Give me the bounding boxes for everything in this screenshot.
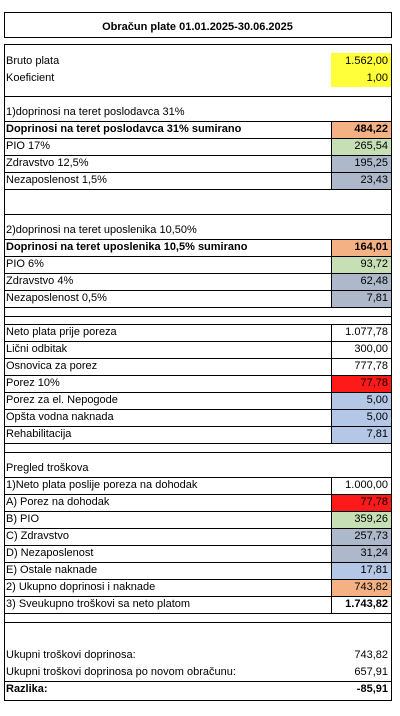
disaster-tax-row[interactable] — [4, 392, 391, 409]
section2-item-label: Nezaposlenost 0,5% — [6, 292, 107, 304]
section2-total-row[interactable] — [4, 239, 391, 256]
cost-label: B) PIO — [6, 513, 40, 525]
section3-value[interactable]: 5,00 — [331, 392, 391, 409]
summary-value[interactable]: -85,91 — [356, 683, 388, 695]
gross-salary-label: Bruto plata — [6, 55, 60, 67]
summary-value[interactable]: 743,82 — [354, 649, 388, 661]
cost-label: 1)Neto plata poslije poreza na dohodak — [6, 479, 198, 491]
section3-value[interactable]: 1.077,78 — [345, 326, 388, 338]
section3-value[interactable]: 300,00 — [354, 343, 388, 355]
section4-heading-row — [4, 460, 391, 477]
section2-item-label: Zdravstvo 4% — [6, 275, 74, 287]
section1-total-label: Doprinosi na teret poslodavca 31% sumirano — [6, 123, 242, 135]
cost-label: 3) Sveukupno troškovi sa neto platom — [6, 598, 191, 610]
section3-label: Rehabilitacija — [6, 428, 72, 440]
section2-heading-row — [4, 222, 391, 239]
summary-row-current[interactable] — [4, 647, 391, 664]
net-before-tax-row[interactable] — [4, 324, 391, 341]
section1-item-value[interactable]: 265,54 — [331, 138, 391, 155]
section2-item-label: PIO 6% — [6, 258, 44, 270]
summary-label: Razlika: — [6, 683, 48, 695]
cost-row-other-fees[interactable] — [4, 562, 391, 579]
section3-label: Osnovica za porez — [6, 360, 98, 372]
section1-heading: 1)doprinosi na teret poslodavca 31% — [6, 106, 185, 118]
coefficient-value[interactable]: 1,00 — [331, 70, 391, 87]
cost-value[interactable]: 17,81 — [331, 562, 391, 579]
section1-item-label: Zdravstvo 12,5% — [6, 157, 89, 169]
cost-label: D) Nezaposlenost — [6, 547, 94, 559]
section2-item-value[interactable]: 93,72 — [331, 256, 391, 273]
section2-item-pio[interactable] — [4, 256, 391, 273]
summary-label: Ukupni troškovi doprinosa: — [6, 649, 136, 661]
page-title: Obračun plate 01.01.2025-30.06.2025 — [102, 21, 293, 33]
water-fee-row[interactable] — [4, 409, 391, 426]
cost-row-unemployment[interactable] — [4, 545, 391, 562]
cost-value[interactable]: 31,24 — [331, 545, 391, 562]
section2-total-value[interactable]: 164,01 — [331, 239, 391, 256]
section3-label: Porez za el. Nepogode — [6, 394, 118, 406]
section3-label: Porez 10% — [6, 377, 60, 389]
section3-value[interactable]: 777,78 — [354, 360, 388, 372]
gross-salary-value[interactable]: 1.562,00 — [331, 53, 391, 70]
cost-value[interactable]: 359,26 — [331, 511, 391, 528]
summary-row-difference[interactable] — [4, 681, 391, 698]
cost-row-total-contributions[interactable] — [4, 579, 391, 596]
section3-label: Opšta vodna naknada — [6, 411, 114, 423]
cost-label: E) Ostale naknade — [6, 564, 98, 576]
section2-item-value[interactable]: 62,48 — [331, 273, 391, 290]
section1-item-value[interactable]: 195,25 — [331, 155, 391, 172]
section3-value[interactable]: 7,81 — [331, 426, 391, 443]
summary-value[interactable]: 657,91 — [354, 666, 388, 678]
section1-item-label: PIO 17% — [6, 140, 51, 152]
section1-total-row[interactable] — [4, 121, 391, 138]
cost-value[interactable]: 743,82 — [331, 579, 391, 596]
rehabilitation-row[interactable] — [4, 426, 391, 443]
section2-total-label: Doprinosi na teret uposlenika 10,5% sumirano — [6, 241, 248, 253]
cost-value[interactable]: 257,73 — [331, 528, 391, 545]
coefficient-label: Koeficient — [6, 72, 55, 84]
cost-value[interactable]: 77,78 — [331, 494, 391, 511]
cost-row-net[interactable] — [4, 477, 391, 494]
cost-row-grand-total[interactable] — [4, 596, 391, 613]
cost-row-health[interactable] — [4, 528, 391, 545]
cost-row-income-tax[interactable] — [4, 494, 391, 511]
section3-value[interactable]: 5,00 — [331, 409, 391, 426]
cost-label: C) Zdravstvo — [6, 530, 69, 542]
section2-heading: 2)doprinosi na teret uposlenika 10,50% — [6, 224, 197, 236]
cost-label: 2) Ukupno doprinosi i naknade — [6, 581, 156, 593]
section1-item-pio[interactable] — [4, 138, 391, 155]
section1-item-label: Nezaposlenost 1,5% — [6, 174, 107, 186]
input-row-coefficient[interactable] — [4, 70, 391, 87]
summary-label: Ukupni troškovi doprinosa po novom obračunu: — [6, 666, 236, 678]
section3-value[interactable]: 77,78 — [331, 375, 391, 392]
cost-label: A) Porez na dohodak — [6, 496, 110, 508]
section1-total-value[interactable]: 484,22 — [331, 121, 391, 138]
summary-row-new[interactable] — [4, 664, 391, 681]
section1-item-unemployment[interactable] — [4, 172, 391, 189]
section3-label: Neto plata prije poreza — [6, 326, 117, 338]
cost-row-pio[interactable] — [4, 511, 391, 528]
title-row — [4, 19, 391, 36]
personal-deduction-row[interactable] — [4, 341, 391, 358]
section2-item-unemployment[interactable] — [4, 290, 391, 307]
section1-item-value[interactable]: 23,43 — [331, 172, 391, 189]
section1-item-health[interactable] — [4, 155, 391, 172]
section1-heading-row — [4, 104, 391, 121]
section2-item-health[interactable] — [4, 273, 391, 290]
tax-base-row[interactable] — [4, 358, 391, 375]
input-row-gross-salary[interactable] — [4, 53, 391, 70]
tax-10-row[interactable] — [4, 375, 391, 392]
section3-label: Lični odbitak — [6, 343, 68, 355]
cost-value[interactable]: 1.743,82 — [345, 598, 388, 610]
section4-heading: Pregled troškova — [6, 462, 89, 474]
section2-item-value[interactable]: 7,81 — [331, 290, 391, 307]
cost-value[interactable]: 1.000,00 — [345, 479, 388, 491]
